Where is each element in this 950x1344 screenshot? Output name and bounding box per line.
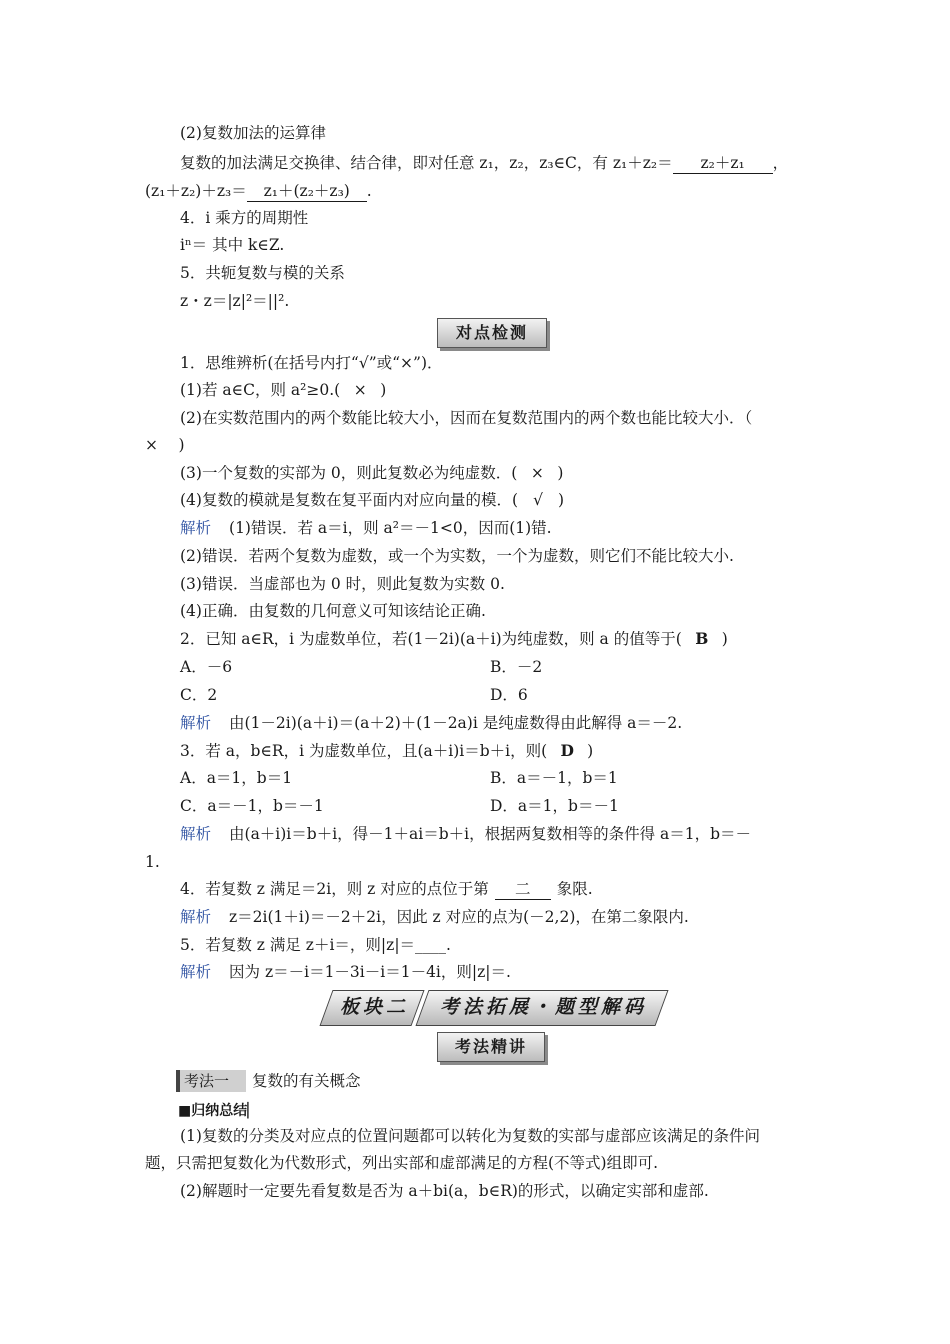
q2-option-c: C．2 (180, 686, 218, 704)
q1-item1: (1)若 a∈C，则 a²≥0.( × ) (180, 381, 387, 399)
analysis-label: 解析 (180, 963, 212, 981)
method1-title: 复数的有关概念 (252, 1072, 361, 1090)
q5-stem: 5．若复数 z 满足 z＋i＝，则|z|＝____. (180, 936, 451, 954)
q1-item1-answer: × (353, 381, 367, 399)
blank-associative: z₁＋(z₂＋z₃) (247, 181, 367, 202)
q3-option-b: B．a＝－1，b＝1 (490, 769, 618, 787)
section5-text: z・z＝|z|²＝||². (180, 292, 290, 310)
q3-analysis-text: 由(a＋i)i＝b＋i，得－1＋ai＝b＋i，根据两复数相等的条件得 a＝1，b＝－ (229, 825, 752, 843)
q1-item4-answer: √ (533, 491, 543, 509)
add-law-line1 (180, 153, 788, 174)
q1-item2-cont: × ) (145, 436, 185, 454)
blank-commutative: z₂＋z₁ (673, 153, 773, 174)
q1-item3-text: (3)一个复数的实部为 0，则此复数必为纯虚数． (180, 464, 512, 482)
q4-analysis (180, 907, 689, 927)
add-law-line2 (145, 181, 372, 202)
add-law-text-c: (z₁＋z₂)＋z₃＝ (145, 182, 247, 200)
q3-option-a: A．a＝1，b＝1 (180, 769, 293, 787)
analysis-label: 解析 (180, 714, 212, 732)
add-law-comma: ， (772, 154, 789, 172)
block2-banner-left-text: 板块二 (340, 996, 410, 1018)
q4-stem-text-b: 象限. (556, 880, 593, 898)
summary-2: (2)解题时一定要先看复数是否为 a＋bi(a，b∈R)的形式，以确定实部和虚部. (180, 1182, 709, 1200)
q3-stem: 3．若 a，b∈R，i 为虚数单位，且(a＋i)i＝b＋i，则( D ) (180, 741, 594, 760)
summary-1-cont: 题，只需把复数化为代数形式，列出实部和虚部满足的方程(不等式)组即可. (145, 1154, 659, 1172)
q1-analysis-2: (2)错误．若两个复数为虚数，或一个为实数，一个为虚数，则它们不能比较大小. (180, 547, 734, 565)
q2-analysis (180, 713, 682, 733)
q1-analysis-4: (4)正确．由复数的几何意义可知该结论正确. (180, 602, 486, 620)
block2-banner (318, 990, 664, 1024)
q3-option-c: C．a＝－1，b＝－1 (180, 797, 324, 815)
q1-item4: (4)复数的模就是复数在复平面内对应向量的模．( √ ) (180, 491, 565, 509)
section4-text: iⁿ＝ 其中 k∈Z. (180, 236, 285, 254)
banner-check: 对点检测 (437, 318, 547, 348)
q1-item3-answer: × (530, 464, 544, 482)
q5-analysis (180, 962, 511, 982)
summary-1: (1)复数的分类及对应点的位置问题都可以转化为复数的实部与虚部应该满足的条件问 (180, 1127, 760, 1145)
q3-analysis (180, 824, 751, 844)
q4-stem-text-a: 4．若复数 z 满足＝2i，则 z 对应的点位于第 (180, 880, 489, 898)
q4-analysis-text: z＝2i(1＋i)＝－2＋2i，因此 z 对应的点为(－2,2)，在第二象限内. (229, 908, 689, 926)
q2-analysis-text: 由(1－2i)(a＋i)＝(a＋2)＋(1－2a)i 是纯虚数得由此解得 a＝－2. (229, 714, 683, 732)
q1-item1-text: (1)若 a∈C，则 a²≥0. (180, 381, 335, 399)
q2-stem: 2．已知 a∈R，i 为虚数单位，若(1－2i)(a＋i)为纯虚数，则 a 的值等于( B ) (180, 629, 728, 648)
q4-answer: 二 (495, 879, 551, 900)
q1-stem: 1．思维辨析(在括号内打“√”或“×”)． (180, 354, 443, 372)
add-law-text: 复数的加法满足交换律、结合律，即对任意 z₁，z₂，z₃∈C，有 z₁＋z₂＝ (180, 154, 673, 172)
q2-answer: B (695, 629, 709, 648)
q3-stem-text: 3．若 a，b∈R，i 为虚数单位，且(a＋i)i＝b＋i，则( (180, 742, 548, 760)
q1-item4-text: (4)复数的模就是复数在复平面内对应向量的模． (180, 491, 512, 509)
q4-stem (180, 879, 593, 900)
q1-item2: (2)在实数范围内的两个数能比较大小，因而在复数范围内的两个数也能比较大小．（ (180, 409, 753, 427)
section5-title: 5．共轭复数与模的关系 (180, 264, 345, 282)
q3-answer: D (560, 741, 574, 760)
q1-item3: (3)一个复数的实部为 0，则此复数必为纯虚数．( × ) (180, 464, 564, 482)
block2-banner-right-text: 考法拓展・题型解码 (440, 996, 648, 1018)
add-law-title: (2)复数加法的运算律 (180, 124, 326, 142)
summary-title: ■归纳总结▏ (178, 1103, 258, 1119)
q1-analysis-3: (3)错误．当虚部也为 0 时，则此复数为实数 0. (180, 575, 505, 593)
banner-explain: 考法精讲 (437, 1032, 545, 1062)
q2-option-d: D．6 (490, 686, 528, 704)
section4-title: 4．i 乘方的周期性 (180, 209, 309, 227)
q1-analysis-1 (180, 518, 552, 538)
q5-analysis-text: 因为 z＝－i＝1－3i－i＝1－4i，则|z|＝. (229, 963, 511, 981)
q1-item2-answer: × (145, 436, 158, 454)
q2-option-b: B．－2 (490, 658, 543, 676)
q1-analysis-1-text: (1)错误．若 a＝i，则 a²＝－1<0，因而(1)错. (229, 519, 552, 537)
q2-stem-text: 2．已知 a∈R，i 为虚数单位，若(1－2i)(a＋i)为纯虚数，则 a 的值等于( (180, 630, 682, 648)
add-law-period: . (366, 182, 372, 200)
method1-label: 考法一 (176, 1070, 246, 1092)
analysis-label: 解析 (180, 519, 212, 537)
analysis-label: 解析 (180, 908, 212, 926)
analysis-label: 解析 (180, 825, 212, 843)
q3-option-d: D．a＝1，b＝－1 (490, 797, 619, 815)
q2-option-a: A．－6 (180, 658, 233, 676)
q3-analysis-cont: 1. (145, 853, 160, 871)
